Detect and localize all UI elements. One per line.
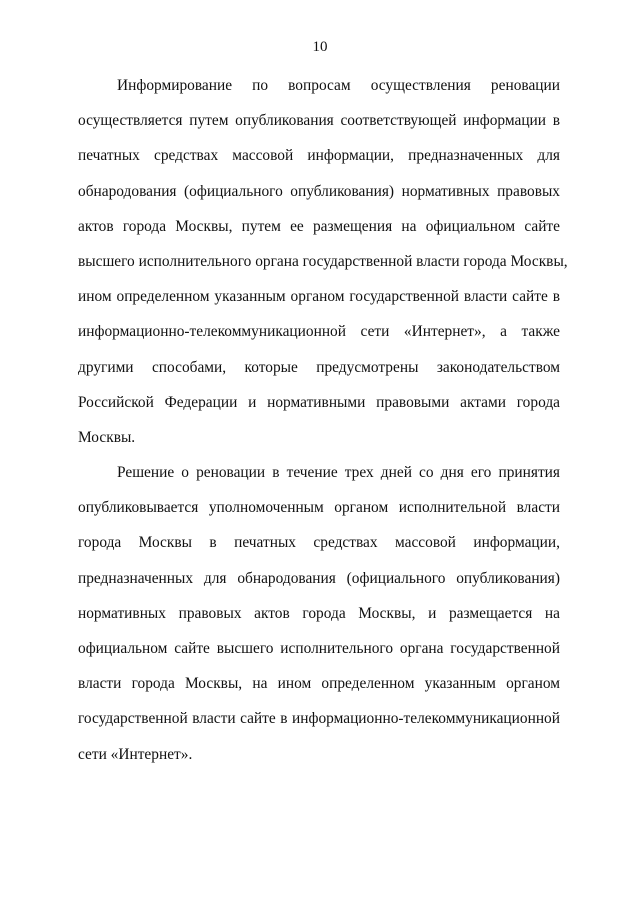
text-line: актов города Москвы, путем ее размещения на официальном сайте (78, 217, 560, 235)
text-line: печатных средствах массовой информации, предназначенных для (78, 147, 560, 165)
text-line: информационно-телекоммуникационной сети «Интернет», а также (78, 323, 560, 341)
text-line: ином определенном указанным органом государственной власти сайте в (78, 288, 560, 306)
text-line: власти города Москвы, на ином определенном указанным органом (78, 675, 560, 693)
text-line: другими способами, которые предусмотрены законодательством (78, 358, 560, 376)
text-line: нормативных правовых актов города Москвы, и размещается на (78, 604, 560, 622)
text-line: Российской Федерации и нормативными правовыми актами города (78, 393, 560, 411)
text-line: города Москвы в печатных средствах массовой информации, (78, 534, 560, 552)
text-line: предназначенных для обнародования (официального опубликования) (78, 569, 560, 587)
paragraph-1 (78, 68, 568, 455)
paragraph-2 (78, 455, 560, 772)
text-line: сети «Интернет». (78, 745, 193, 763)
text-line: Решение о реновации в течение трех дней со дня его принятия (117, 464, 560, 482)
document-body (78, 68, 568, 772)
text-line: государственной власти сайте в информационно-телекоммуникационной (78, 710, 560, 728)
text-line: официальном сайте высшего исполнительного органа государственной (78, 640, 560, 657)
text-line: осуществляется путем опубликования соответствующей информации в (78, 112, 560, 130)
text-line: высшего исполнительного органа государственной власти города Москвы, (78, 252, 568, 270)
text-line: Информирование по вопросам осуществления реновации (117, 77, 560, 94)
text-line: обнародования (официального опубликования) нормативных правовых (78, 182, 560, 200)
text-line: опубликовывается уполномоченным органом исполнительной власти (78, 499, 560, 517)
page-number: 10 (312, 39, 328, 55)
text-line: Москвы. (78, 428, 136, 446)
